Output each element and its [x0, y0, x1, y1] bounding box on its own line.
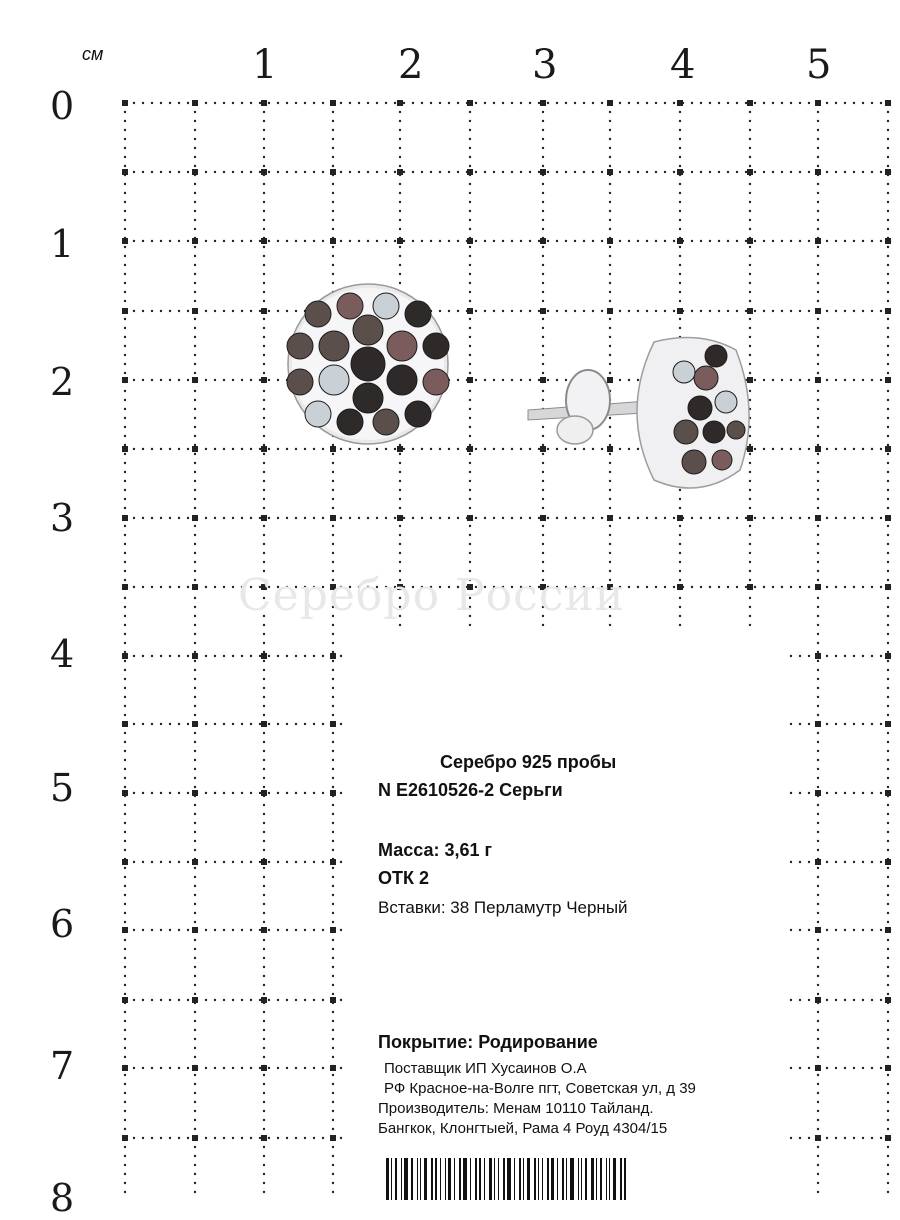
barcode-bar	[585, 1158, 587, 1200]
mother-of-pearl-insert	[694, 366, 718, 390]
tag-otk: ОТК 2	[378, 868, 429, 888]
mother-of-pearl-insert	[712, 450, 732, 470]
barcode-bar	[391, 1158, 392, 1200]
mother-of-pearl-insert	[305, 301, 331, 327]
barcode	[386, 1158, 706, 1200]
mother-of-pearl-insert	[373, 409, 399, 435]
mother-of-pearl-insert	[387, 365, 417, 395]
mother-of-pearl-insert	[682, 450, 706, 474]
barcode-bar	[475, 1158, 477, 1200]
mother-of-pearl-insert	[423, 333, 449, 359]
mother-of-pearl-insert	[727, 421, 745, 439]
barcode-bar	[514, 1158, 515, 1200]
barcode-bar	[581, 1158, 582, 1200]
barcode-bar	[386, 1158, 389, 1200]
left-label-5: 5	[50, 766, 75, 810]
mother-of-pearl-insert	[319, 331, 349, 361]
barcode-bar	[562, 1158, 564, 1200]
barcode-bar	[498, 1158, 499, 1200]
barcode-bar	[613, 1158, 616, 1200]
barcode-bar	[527, 1158, 530, 1200]
tag-article: N E2610526-2 Серьги	[378, 780, 563, 800]
barcode-bar	[570, 1158, 574, 1200]
barcode-bar	[411, 1158, 413, 1200]
unit-label-cm: см	[82, 44, 104, 64]
barcode-bar	[420, 1158, 421, 1200]
left-label-3: 3	[50, 496, 75, 540]
barcode-bar	[519, 1158, 521, 1200]
barcode-bar	[547, 1158, 549, 1200]
barcode-bar	[542, 1158, 543, 1200]
mother-of-pearl-insert	[423, 369, 449, 395]
barcode-bar	[620, 1158, 622, 1200]
left-label-0: 0	[50, 84, 75, 128]
barcode-bar	[494, 1158, 495, 1200]
earring-front	[287, 284, 449, 444]
barcode-bar	[507, 1158, 511, 1200]
barcode-bar	[489, 1158, 492, 1200]
barcode-bar	[417, 1158, 418, 1200]
mother-of-pearl-insert	[337, 293, 363, 319]
barcode-bar	[459, 1158, 461, 1200]
earring-side	[528, 338, 749, 489]
barcode-bar	[424, 1158, 427, 1200]
top-label-4: 4	[670, 42, 696, 88]
tag-inserts: Вставки: 38 Перламутр Черный	[378, 898, 628, 917]
left-label-6: 6	[50, 902, 75, 946]
mother-of-pearl-insert	[703, 421, 725, 443]
top-label-2: 2	[398, 42, 424, 88]
barcode-bar	[463, 1158, 467, 1200]
barcode-bar	[404, 1158, 408, 1200]
mother-of-pearl-insert	[673, 361, 695, 383]
barcode-bar	[503, 1158, 505, 1200]
barcode-bar	[591, 1158, 594, 1200]
top-label-5: 5	[806, 42, 832, 88]
barcode-bar	[445, 1158, 446, 1200]
mother-of-pearl-insert	[305, 401, 331, 427]
tag-address: РФ Красное-на-Волге пгт, Советская ул, д 39	[384, 1080, 696, 1097]
barcode-bar	[534, 1158, 536, 1200]
left-label-4: 4	[50, 632, 75, 676]
mother-of-pearl-insert	[353, 383, 383, 413]
mother-of-pearl-insert	[705, 345, 727, 367]
left-label-2: 2	[50, 360, 75, 404]
barcode-bar	[600, 1158, 602, 1200]
left-label-7: 7	[50, 1044, 75, 1088]
tag-coating: Покрытие: Родирование	[378, 1032, 598, 1052]
tag-supplier: Поставщик ИП Хусаинов О.А	[384, 1060, 587, 1077]
barcode-bar	[596, 1158, 597, 1200]
barcode-bar	[566, 1158, 567, 1200]
mother-of-pearl-insert	[674, 420, 698, 444]
barcode-bar	[578, 1158, 579, 1200]
mother-of-pearl-insert	[319, 365, 349, 395]
barcode-bar	[538, 1158, 539, 1200]
left-label-1: 1	[50, 222, 75, 266]
barcode-bar	[395, 1158, 397, 1200]
mother-of-pearl-insert	[373, 293, 399, 319]
mother-of-pearl-insert	[405, 401, 431, 427]
barcode-bar	[557, 1158, 558, 1200]
barcode-bar	[606, 1158, 607, 1200]
tag-city: Бангкок, Клонгтыей, Рама 4 Роуд 4304/15	[378, 1120, 668, 1137]
top-label-3: 3	[532, 42, 558, 88]
tag-mass: Масса: 3,61 г	[378, 840, 493, 860]
mother-of-pearl-insert	[337, 409, 363, 435]
barcode-bar	[624, 1158, 626, 1200]
barcode-bar	[523, 1158, 524, 1200]
barcode-bar	[454, 1158, 455, 1200]
watermark: Серебро России	[238, 570, 626, 621]
mother-of-pearl-insert	[287, 369, 313, 395]
mother-of-pearl-insert	[387, 331, 417, 361]
barcode-bar	[435, 1158, 437, 1200]
tag-manufacturer: Производитель: Менам 10110 Тайланд.	[378, 1100, 654, 1117]
tag-metal: Серебро 925 пробы	[440, 752, 617, 772]
left-label-8: 8	[50, 1176, 75, 1220]
barcode-bar	[479, 1158, 481, 1200]
barcode-bar	[401, 1158, 402, 1200]
barcode-bar	[440, 1158, 441, 1200]
barcode-bar	[470, 1158, 471, 1200]
mother-of-pearl-insert	[353, 315, 383, 345]
barcode-bar	[609, 1158, 610, 1200]
barcode-bar	[431, 1158, 433, 1200]
mother-of-pearl-insert	[405, 301, 431, 327]
barcode-bar	[484, 1158, 485, 1200]
mother-of-pearl-insert	[351, 347, 385, 381]
barcode-bar	[551, 1158, 554, 1200]
top-label-1: 1	[252, 42, 278, 88]
mother-of-pearl-insert	[715, 391, 737, 413]
mother-of-pearl-insert	[287, 333, 313, 359]
barcode-bar	[448, 1158, 451, 1200]
mother-of-pearl-insert	[688, 396, 712, 420]
